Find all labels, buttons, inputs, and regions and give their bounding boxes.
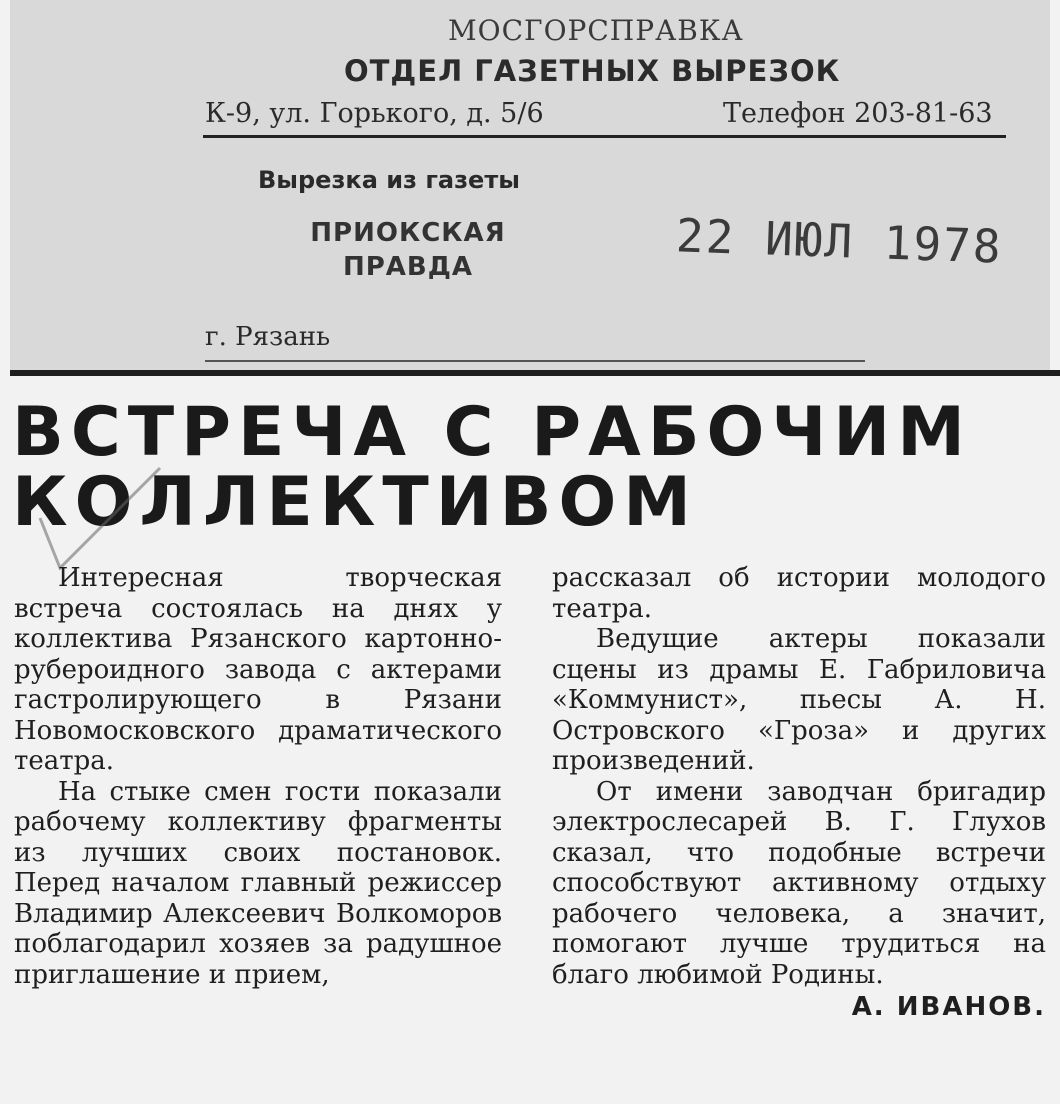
phone: Телефон 203-81-63 xyxy=(723,98,993,129)
article-paragraph: Интересная творческая встреча состоялась на днях у коллектива Рязанского картонно-рубероидного завода с актерами гастролирующего в Рязани Новомосковского драматического театра. xyxy=(14,563,502,776)
article-paragraph: На стыке смен гости показали рабочему коллективу фрагменты из лучших своих постановок. Перед началом главный режиссер Владимир Алексеевич Волкоморов поблагодарил хозяев за радушное приглашение и прием, xyxy=(14,776,502,990)
city-rule xyxy=(205,360,865,362)
city: г. Рязань xyxy=(205,322,331,352)
article-author: А. ИВАНОВ. xyxy=(851,992,1046,1022)
article-column-left xyxy=(14,563,502,990)
article-column-right xyxy=(552,563,1046,1023)
article-paragraph: рассказал об истории молодого театра. xyxy=(552,563,1046,624)
article-paragraph: Ведущие актеры показали сцены из драмы Е. Габриловича «Коммунист», пьесы А. Н. Островского «Гроза» и других произведений. xyxy=(552,624,1046,776)
article-top-rule xyxy=(10,370,1060,376)
article-paragraph: От имени заводчан бригадир электрослесарей В. Г. Глухов сказал, что подобные встречи способствуют активному отдыху рабочего человека, а значит, помогают лучше трудиться на благо любимой Родины. xyxy=(552,776,1046,990)
clipping-label: Вырезка из газеты xyxy=(258,166,520,194)
header-rule xyxy=(203,135,1006,138)
department-name: ОТДЕЛ ГАЗЕТНЫХ ВЫРЕЗОК xyxy=(344,54,841,88)
newspaper-name: ПРИОКСКАЯ ПРАВДА xyxy=(310,218,506,282)
address: К-9, ул. Горького, д. 5/6 xyxy=(205,98,544,129)
date-stamp: 22 ИЮЛ 1978 xyxy=(675,208,1004,274)
org-name: МОСГОРСПРАВКА xyxy=(448,14,744,47)
article-title: ВСТРЕЧА С РАБОЧИМ КОЛЛЕКТИВОМ xyxy=(12,393,972,542)
